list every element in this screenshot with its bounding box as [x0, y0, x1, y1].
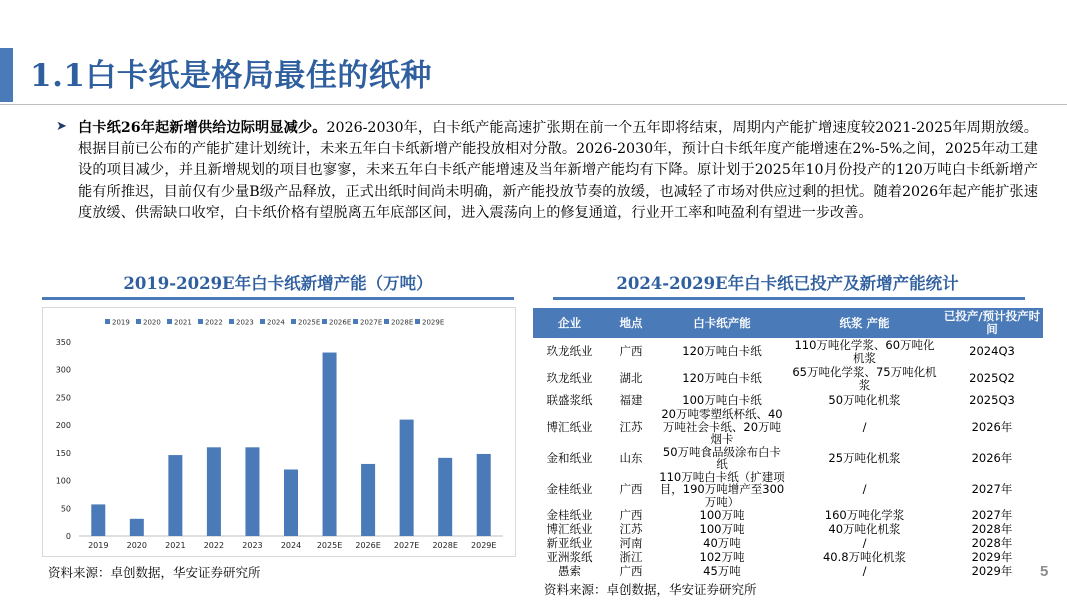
table-cell: 2028年 — [971, 535, 1013, 550]
table-header-cell: 企业 — [533, 308, 606, 338]
legend-swatch — [353, 319, 358, 324]
bullet-arrow-icon: ➤ — [56, 119, 67, 134]
table-cell: 2028年 — [971, 521, 1013, 536]
legend-label: 2027E — [360, 318, 383, 327]
table-cell: 100万吨 — [699, 507, 745, 522]
legend-label: 2024 — [267, 318, 285, 327]
y-tick-label: 200 — [55, 421, 71, 431]
table-cell: 金和纸业 — [546, 450, 593, 465]
bar — [245, 447, 259, 536]
capacity-table — [533, 308, 1043, 578]
legend-swatch — [322, 319, 327, 324]
page-number: 5 — [1040, 563, 1049, 580]
table-cell: 100万吨白卡纸 — [682, 392, 762, 407]
table-row — [533, 508, 1043, 522]
right-table-rule — [553, 297, 1025, 300]
table-header-cell: 已投产/预计投产时间 — [941, 308, 1043, 338]
table-cell: 愚索 — [558, 563, 581, 578]
table-row — [533, 408, 1043, 446]
table-cell: 2026年 — [971, 450, 1013, 465]
legend-label: 2025E — [298, 318, 321, 327]
table-row — [533, 338, 1043, 365]
table-cell: 2026年 — [971, 419, 1013, 434]
table-row — [533, 392, 1043, 408]
table-cell: / — [862, 563, 867, 578]
page-title: 1.1白卡纸是格局最佳的纸种 — [30, 58, 432, 94]
table-header-cell: 地点 — [606, 308, 656, 338]
legend-label: 2026E — [329, 318, 352, 327]
table-cell: 山东 — [619, 450, 643, 465]
table-cell: 福建 — [619, 392, 643, 407]
right-table-heading: 2024-2029E年白卡纸已投产及新增产能统计 — [616, 274, 959, 293]
legend-swatch — [167, 319, 172, 324]
x-tick-label: 2024 — [280, 541, 302, 550]
legend-label: 2022 — [205, 318, 223, 327]
table-cell: 40万吨化机浆 — [828, 521, 901, 536]
table-cell: 2027年 — [971, 482, 1013, 496]
body-lead: 白卡纸26年起新增供给边际明显减少。 — [78, 120, 327, 136]
legend-label: 2029E — [422, 318, 445, 327]
table-cell: 江苏 — [619, 419, 643, 434]
bar — [323, 353, 337, 536]
y-tick-label: 50 — [60, 504, 71, 514]
legend-label: 2028E — [391, 318, 414, 327]
table-cell: 40.8万吨化机浆 — [822, 549, 907, 564]
table-cell: 100万吨 — [699, 521, 745, 536]
legend-label: 2023 — [236, 318, 254, 327]
table-cell: / — [862, 419, 867, 434]
y-tick-label: 350 — [55, 338, 71, 347]
x-tick-label: 2026E — [355, 541, 381, 550]
legend-swatch — [415, 319, 420, 324]
left-chart-source: 资料来源：卓创数据，华安证券研究所 — [48, 565, 261, 580]
table-row — [533, 564, 1043, 578]
legend-label: 2019 — [112, 318, 130, 327]
table-row — [533, 536, 1043, 550]
bar — [168, 455, 182, 536]
bar — [361, 464, 375, 536]
table-cell: 新亚纸业 — [546, 535, 593, 550]
legend-swatch — [136, 319, 141, 324]
bar — [477, 454, 491, 536]
table-cell: 广西 — [619, 344, 643, 359]
table-cell: 博汇纸业 — [546, 521, 593, 536]
table-row — [533, 471, 1043, 509]
x-tick-label: 2028E — [432, 541, 458, 550]
table-cell: 广西 — [619, 482, 643, 496]
table-cell: 广西 — [619, 507, 643, 522]
table-row — [533, 446, 1043, 471]
bar — [207, 447, 221, 536]
table-cell: 40万吨 — [703, 535, 741, 550]
table-cell: 浙江 — [619, 549, 643, 564]
x-tick-label: 2023 — [242, 541, 263, 550]
table-cell: 160万吨化学浆 — [824, 507, 905, 522]
table-row — [533, 550, 1043, 564]
y-tick-label: 250 — [55, 393, 71, 403]
table-cell: 玖龙纸业 — [546, 344, 593, 359]
table-cell: 2025Q2 — [969, 371, 1015, 386]
table-cell: 2025Q3 — [969, 392, 1015, 407]
table-cell: 广西 — [619, 563, 643, 578]
legend-swatch — [105, 319, 110, 324]
title-divider — [0, 104, 1067, 105]
y-tick-label: 150 — [55, 448, 71, 458]
title-accent-bar — [0, 48, 13, 102]
table-header-cell: 纸浆 产能 — [788, 308, 941, 338]
bar — [284, 469, 298, 536]
table-cell: 金桂纸业 — [546, 482, 593, 496]
legend-swatch — [260, 319, 265, 324]
table-cell: 亚洲浆纸 — [546, 549, 593, 564]
table-cell: 湖北 — [619, 371, 643, 386]
bar — [400, 420, 414, 536]
legend-swatch — [384, 319, 389, 324]
left-chart-heading: 2019-2029E年白卡纸新增产能（万吨） — [123, 274, 433, 293]
table-cell: 联盛浆纸 — [546, 392, 593, 407]
table-cell: 金桂纸业 — [546, 507, 593, 522]
table-row — [533, 365, 1043, 392]
table-cell: 110万吨白卡纸（扩建项目，190万吨增产至300万吨） — [659, 469, 785, 509]
left-chart-rule — [42, 297, 514, 300]
table-cell: 江苏 — [619, 521, 643, 536]
x-tick-label: 2022 — [203, 541, 225, 550]
x-tick-label: 2025E — [316, 541, 343, 550]
table-cell: 博汇纸业 — [546, 419, 593, 434]
x-tick-label: 2019 — [88, 541, 109, 550]
y-tick-label: 100 — [55, 476, 71, 486]
x-tick-label: 2029E — [471, 541, 497, 550]
y-tick-label: 300 — [55, 365, 71, 375]
table-cell: 50万吨食品级涂布白卡纸 — [662, 444, 782, 471]
bar — [91, 504, 105, 536]
table-cell: / — [862, 482, 867, 496]
table-cell: 50万吨化机浆 — [828, 392, 901, 407]
table-cell: 20万吨零塑纸杯纸、40万吨社会卡纸、20万吨烟卡 — [661, 407, 783, 446]
x-tick-label: 2020 — [126, 541, 147, 550]
table-cell: 玖龙纸业 — [546, 371, 593, 386]
bar-chart-svg — [43, 308, 515, 556]
legend-swatch — [291, 319, 296, 324]
table-cell: 2029年 — [971, 563, 1013, 578]
table-cell: 110万吨化学浆、60万吨化机浆 — [794, 338, 935, 365]
legend-label: 2021 — [174, 318, 192, 327]
table-cell: 45万吨 — [703, 563, 741, 578]
body-text: 2026-2030年，白卡纸产能高速扩张期在前一个五年即将结束，周期内产能扩增速度较2021-2025年周期放缓。根据目前已公布的产能扩建计划统计，未来五年白卡纸新增产能投放相对分散。2026-2030年，预计白卡纸年度产能增速在2%-5%之间，2025年动工建设的项目减少，并且新增规划的项目也寥寥，未来五年白卡纸产能增速及当年新增产能均有下降。原计划于2025年10月份投产的120万吨白卡纸新增产能有所推迟，目前仅有少量B级产品释放，正式出纸时间尚未明确，新产能投放节奏的放缓，也减轻了市场对供应过剩的担忧。随着2026年起产能扩张速度放缓、供需缺口收窄，白卡纸价格有望脱离五年底部区间，进入震荡向上的修复通道，行业开工率和吨盈利有望进一步改善。 — [78, 120, 1038, 221]
x-tick-label: 2027E — [393, 541, 420, 550]
bar-chart — [42, 307, 516, 557]
right-table-source: 资料来源：卓创数据，华安证券研究所 — [544, 582, 757, 597]
table-cell: 120万吨白卡纸 — [682, 344, 762, 359]
table-cell: 120万吨白卡纸 — [682, 371, 762, 386]
table-row — [533, 522, 1043, 536]
table-header-row — [533, 308, 1043, 338]
legend-label: 2020 — [143, 318, 161, 327]
table-cell: 2027年 — [971, 507, 1013, 522]
table-cell: 102万吨 — [699, 549, 745, 564]
legend-swatch — [229, 319, 234, 324]
legend-swatch — [198, 319, 203, 324]
table-cell: 河南 — [619, 535, 643, 550]
x-tick-label: 2021 — [165, 541, 186, 550]
table-cell: 65万吨化学浆、75万吨化机浆 — [792, 365, 937, 392]
bar — [130, 519, 144, 536]
bar — [438, 458, 452, 536]
table-cell: 2029年 — [971, 549, 1013, 564]
table-cell: 25万吨化机浆 — [828, 450, 901, 465]
y-tick-label: 0 — [65, 532, 71, 541]
body-paragraph — [78, 118, 1038, 224]
table-cell: / — [862, 535, 867, 550]
table-cell: 2024Q3 — [969, 344, 1015, 359]
table-header-cell: 白卡纸产能 — [656, 308, 788, 338]
